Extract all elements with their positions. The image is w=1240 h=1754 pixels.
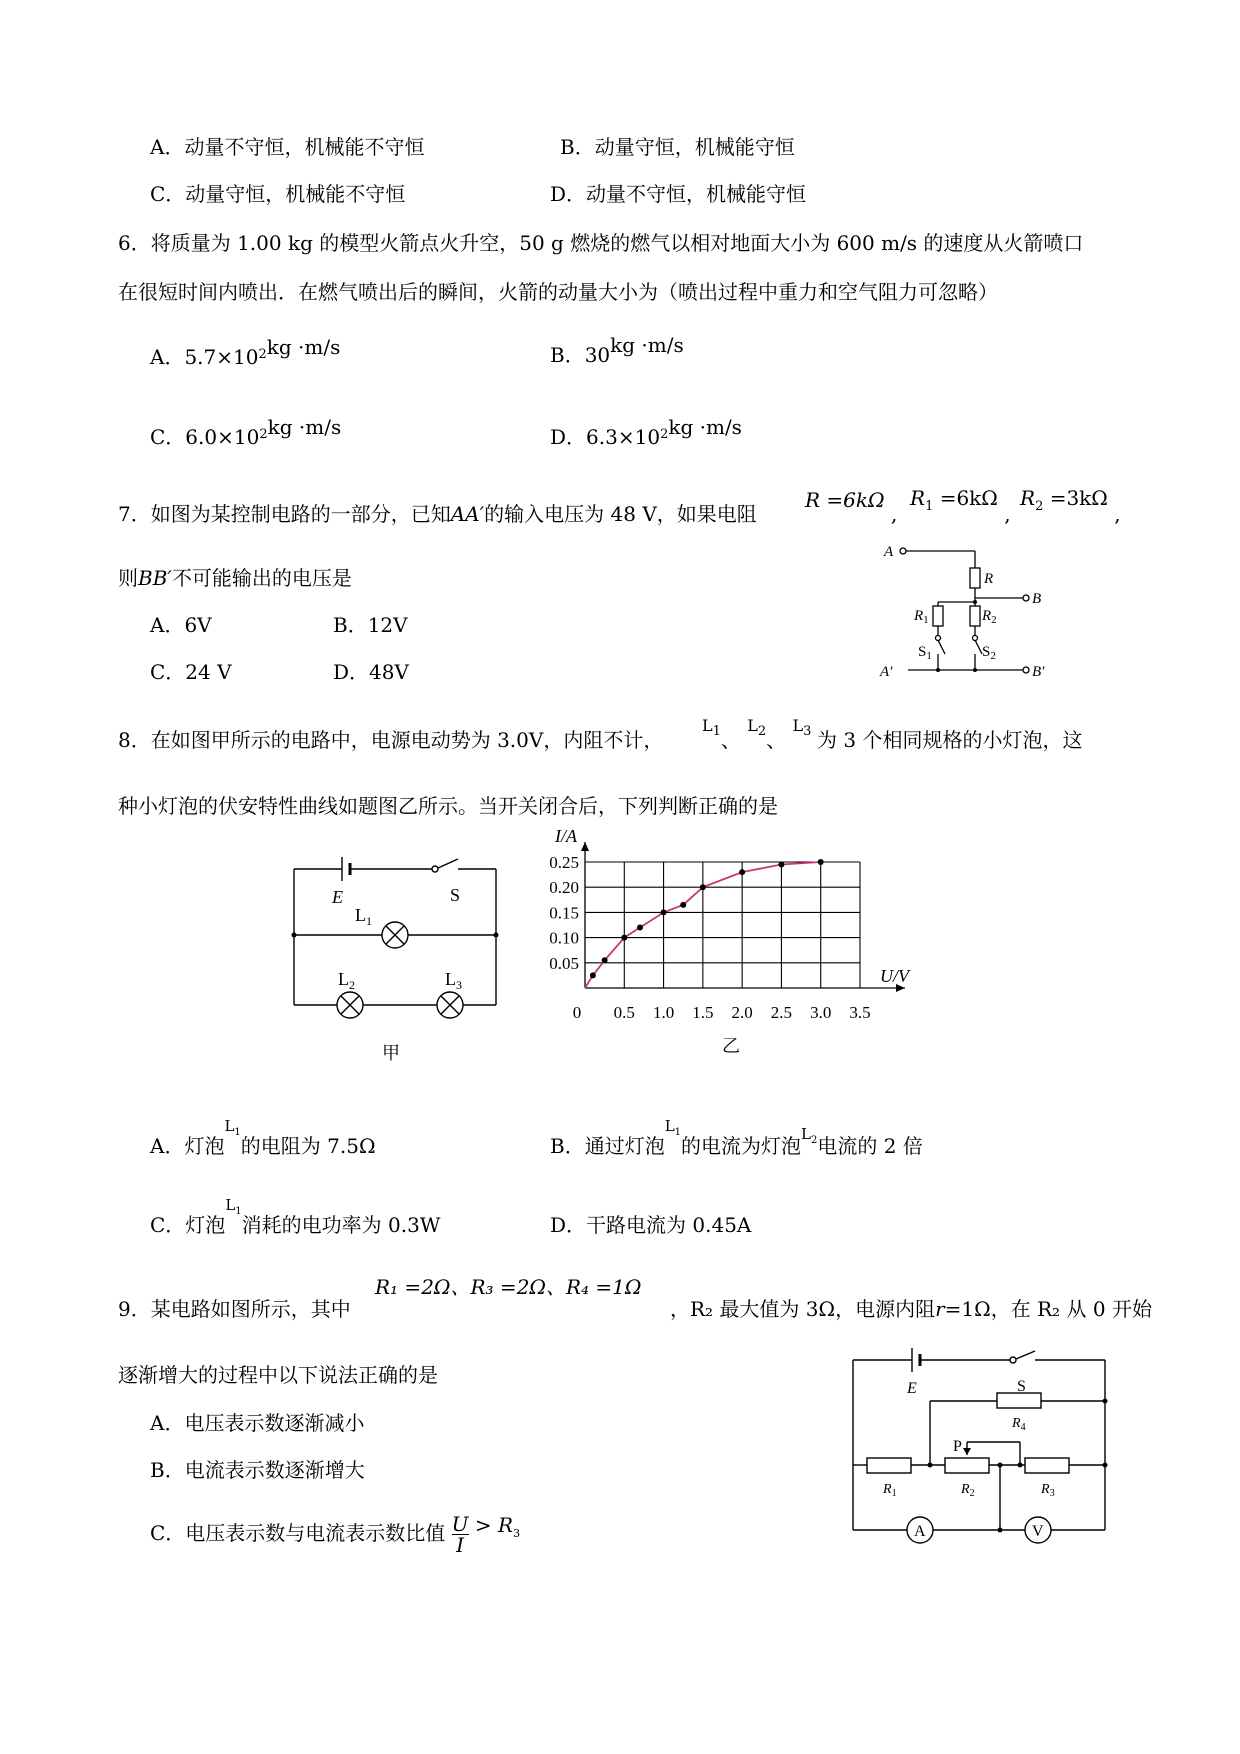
q8-option-b: B．通过灯泡$^{L_1}$的电流为灯泡$^{L_2}$电流的 2 倍 (550, 1117, 923, 1158)
q9-label-p: P (953, 1438, 962, 1455)
q9-label-r1: $R_1$ (883, 1482, 897, 1499)
q9-label-s: S (1017, 1378, 1026, 1395)
q9-fraction-u-over-i: $\frac{U}{I}$ (451, 1512, 469, 1557)
q7-option-a: A．6V (150, 613, 212, 637)
q8-option-c: C．灯泡$^{L_1}$消耗的电功率为 0.3W (150, 1196, 441, 1237)
q7-option-d: D．48V (333, 660, 409, 684)
data-point (637, 925, 643, 931)
q9-voltmeter-label: V (1032, 1523, 1044, 1540)
q8-stem-line1: 8．在如图甲所示的电路中，电源电动势为 3.0V，内阻不计， (118, 728, 664, 752)
q7-r1-expr: $R_1 =6k\Omega$ , (910, 486, 1011, 526)
q9-option-b: B．电流表示数逐渐增大 (150, 1458, 365, 1482)
data-point (661, 909, 667, 915)
x-tick-label: 3.5 (849, 1003, 871, 1022)
x-tick-label: 3.0 (810, 1003, 832, 1022)
q8-jia-label-l3: $L_3$ (445, 969, 462, 992)
q9-option-a: A．电压表示数逐渐减小 (150, 1411, 365, 1435)
q8-yi-caption: 乙 (722, 1036, 740, 1056)
x-tick-label: 1.5 (692, 1003, 714, 1022)
q8-stem-line1-end: 为 3 个相同规格的小灯泡，这 (817, 728, 1083, 752)
q7-label-r2: $R_2$ (982, 608, 997, 626)
q9-label-e: E (907, 1380, 917, 1397)
chart-x-ticks (573, 1003, 871, 1022)
y-tick-label: 0.05 (549, 953, 579, 973)
chart-points (590, 859, 824, 978)
q5-option-a: A．动量不守恒，机械能不守恒 (150, 135, 425, 159)
y-axis-arrow (581, 842, 589, 851)
q7-circuit-diagram (878, 540, 1058, 680)
q9-r-expr: R₁ =2Ω、R₃ =2Ω、R₄ =1Ω (375, 1275, 642, 1299)
chart-y-ticks (549, 853, 579, 973)
data-point (818, 859, 824, 865)
q8-jia-caption: 甲 (382, 1043, 400, 1063)
data-point (739, 869, 745, 875)
q9-label-r4: $R_4$ (1012, 1416, 1026, 1433)
x-tick-label: 2.5 (770, 1003, 793, 1022)
data-point (590, 972, 596, 978)
q6-option-b: B．30kg ·m/s (550, 333, 684, 367)
x-tick-label: 0 (572, 1003, 582, 1022)
q7-label-b-prime: B′ (1032, 664, 1045, 680)
q9-circuit-diagram (845, 1345, 1125, 1545)
y-tick-label: 0.20 (549, 878, 579, 898)
q6-option-d: D．$6.3\times 10^2kg \cdot m/s$ (550, 415, 742, 449)
q6-option-a: A．$5.7\times 10^2kg \cdot m/s$ (150, 335, 341, 369)
data-point (778, 862, 784, 868)
chart-axes (581, 842, 905, 992)
q5-option-d: D．动量不守恒，机械能守恒 (550, 182, 807, 206)
q7-label-b: B (1032, 591, 1042, 607)
q8-option-a: A．灯泡$^{L_1}$的电阻为 7.5Ω (150, 1117, 376, 1158)
q9-ammeter-label: A (914, 1523, 926, 1540)
y-tick-label: 0.15 (549, 903, 579, 923)
q7-option-b: B．12V (333, 613, 408, 637)
q6-option-c: C．$6.0\times 10^2kg \cdot m/s$ (150, 415, 342, 449)
q7-label-a: A (884, 544, 894, 560)
q9-stem-line1-end: ，R₂ 最大值为 3Ω，电源内阻r=1Ω，在 R₂ 从 0 开始 (670, 1297, 1152, 1321)
q7-r2-expr: $R_2 =3k\Omega$ , (1020, 486, 1121, 526)
q7-label-r1: $R_1$ (914, 608, 929, 626)
data-point (700, 884, 706, 890)
data-point (602, 957, 608, 963)
q9-label-r2: $R_2$ (961, 1482, 975, 1499)
data-point (680, 902, 686, 908)
chart-y-label: I/A (555, 826, 577, 846)
chart-grid (585, 862, 860, 988)
q6-stem-line2: 在很短时间内喷出．在燃气喷出后的瞬间，火箭的动量大小为（喷出过程中重力和空气阻力可忽略） (118, 280, 998, 304)
q9-option-c: C．电压表示数与电流表示数比值 $\frac{U}{I}$ > $R_3$ (150, 1512, 521, 1557)
q8-option-d: D．干路电流为 0.45A (550, 1213, 752, 1237)
q8-lamp-symbols: $L_1$、 $L_2$、 $L_3$ (702, 716, 812, 752)
data-point (621, 935, 627, 941)
q9-stem-line2: 逐渐增大的过程中以下说法正确的是 (118, 1363, 438, 1387)
q8-stem-line2: 种小灯泡的伏安特性曲线如题图乙所示。当开关闭合后，下列判断正确的是 (118, 794, 778, 818)
q7-option-c: C．24 V (150, 660, 232, 684)
q7-label-r: R (984, 571, 994, 587)
q9-stem-line1: 9．某电路如图所示，其中 (118, 1297, 351, 1321)
q5-option-b: B．动量守恒，机械能守恒 (560, 135, 795, 159)
q7-stem-line2: 则BB′不可能输出的电压是 (118, 566, 352, 590)
q8-jia-label-e: E (332, 887, 343, 907)
q9-label-r3: $R_3$ (1041, 1482, 1055, 1499)
q7-stem-line1: 7．如图为某控制电路的一部分，已知AA′的输入电压为 48 V，如果电阻 (118, 502, 757, 526)
q7-r-expr: R =6kΩ , (805, 488, 898, 526)
q6-stem-line1: 6．将质量为 1.00 kg 的模型火箭点火升空，50 g 燃烧的燃气以相对地面大小为 600 m/s 的速度从火箭喷口 (118, 231, 1084, 255)
q8-jia-label-l1: $L_1$ (355, 905, 372, 928)
q5-option-c: C．动量守恒，机械能不守恒 (150, 182, 406, 206)
q7-label-s2: $S_2$ (982, 644, 996, 662)
x-tick-label: 2.0 (731, 1003, 753, 1022)
q7-label-s1: $S_1$ (918, 644, 932, 662)
x-tick-label: 1.0 (652, 1003, 675, 1022)
q8-iv-chart (530, 826, 930, 1060)
q7-label-a-prime: A′ (880, 664, 893, 680)
q8-jia-label-s: S (450, 885, 461, 905)
chart-x-label: U/V (880, 966, 909, 986)
y-tick-label: 0.10 (549, 928, 579, 948)
x-tick-label: 0.5 (613, 1003, 635, 1022)
y-tick-label: 0.25 (549, 853, 579, 872)
q8-circuit-jia (280, 855, 510, 1065)
q8-jia-label-l2: $L_2$ (338, 969, 355, 992)
